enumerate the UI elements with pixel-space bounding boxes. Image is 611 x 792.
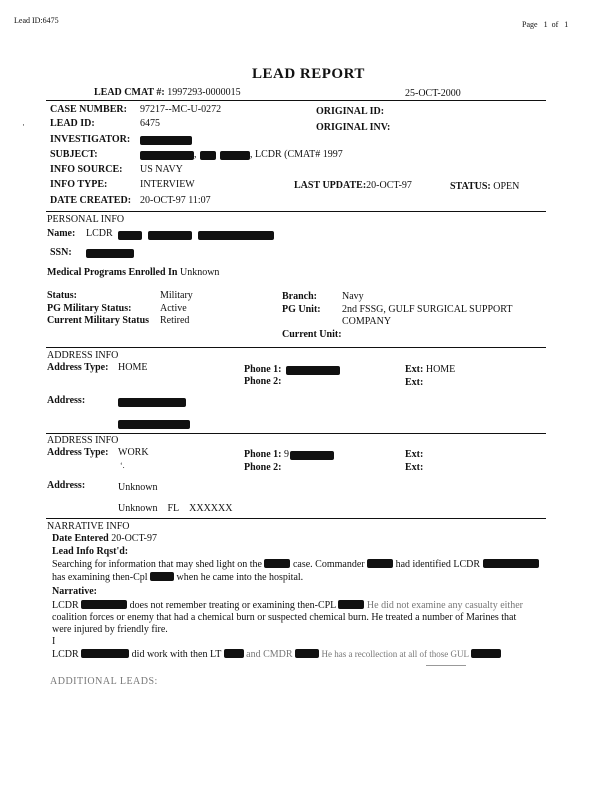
- cmat-label: LEAD CMAT #:: [94, 87, 165, 98]
- current-unit-label: Current Unit:: [282, 329, 342, 340]
- medical-programs-label: Medical Programs Enrolled In: [47, 267, 178, 278]
- n5-d: He has a recollection at all of those GUL: [321, 649, 469, 659]
- redaction-name-2: [148, 231, 192, 240]
- narrative-line-4: I: [52, 636, 56, 647]
- rule-narrative: [46, 518, 546, 519]
- work-ext2-label: Ext:: [405, 462, 424, 473]
- subject-label: SUBJECT:: [50, 149, 98, 160]
- address-work-line1: Unknown: [118, 482, 158, 493]
- address-work-zip: XXXXXX: [189, 503, 233, 514]
- redaction-n5-2: [224, 649, 244, 658]
- info-type-label: INFO TYPE:: [50, 179, 108, 190]
- address-home-type-label: Address Type:: [47, 362, 109, 373]
- address-home-type-value: HOME: [118, 362, 148, 373]
- address-home-heading: ADDRESS INFO: [47, 350, 119, 361]
- name-prefix: LCDR: [86, 228, 113, 239]
- n1-b: does not remember treating or examining then-CPL: [129, 600, 336, 611]
- pg-unit-line1: 2nd FSSG, GULF SURGICAL SUPPORT: [342, 304, 513, 315]
- redaction-n1-2: [338, 600, 364, 609]
- work-mark: ‘.: [120, 461, 125, 470]
- address-work-city-line: [118, 503, 232, 514]
- page-total: 1: [564, 20, 569, 29]
- address-work-state: FL: [167, 503, 180, 514]
- redaction-subject-first: [200, 151, 216, 160]
- address-work-type-label: Address Type:: [47, 447, 109, 458]
- rqst-1c: had identified LCDR: [395, 559, 481, 570]
- address-work-city: Unknown: [118, 503, 158, 514]
- info-type-value: INTERVIEW: [140, 179, 195, 190]
- scan-artifact: [426, 665, 466, 666]
- lead-id-header: Lead ID:6475: [14, 16, 59, 25]
- address-work-label: Address:: [47, 480, 86, 491]
- lead-id-value: 6475: [140, 118, 160, 129]
- lead-info-label: Lead Info Rqst'd:: [52, 546, 129, 557]
- address-home-label: Address:: [47, 395, 86, 406]
- pg-status-label: PG Military Status:: [47, 303, 132, 314]
- page-number: 1: [543, 20, 548, 29]
- redaction-n5-1: [81, 649, 129, 658]
- mil-status-label: Status:: [47, 290, 78, 301]
- rqst-2b: when he came into the hospital.: [176, 572, 304, 583]
- address-work-heading: ADDRESS INFO: [47, 435, 119, 446]
- report-title: LEAD REPORT: [252, 66, 365, 82]
- redaction-n5-4: [471, 649, 501, 658]
- rqst-1b: case. Commander: [292, 559, 365, 570]
- last-update-value: 20-OCT-97: [366, 180, 412, 191]
- address-work-type-value: WORK: [118, 447, 149, 458]
- home-ext-label: Ext:: [405, 364, 424, 375]
- home-ext2-label: Ext:: [405, 377, 424, 388]
- case-number-label: CASE NUMBER:: [50, 104, 127, 115]
- current-status-value: Retired: [160, 315, 190, 326]
- redaction-n1-1: [81, 600, 127, 609]
- status-value: OPEN: [493, 181, 520, 192]
- name-label: Name:: [47, 228, 76, 239]
- n5-c: and CMDR: [246, 649, 293, 660]
- redaction-rqst-1: [264, 559, 290, 568]
- redaction-investigator: [140, 136, 192, 145]
- redaction-rqst-4: [150, 572, 174, 581]
- narrative-line-5: [52, 648, 501, 660]
- redaction-rqst-3: [483, 559, 539, 568]
- cmat-value: 1997293-0000015: [167, 87, 241, 98]
- pg-status-value: Active: [160, 303, 187, 314]
- personal-info-heading: PERSONAL INFO: [47, 214, 125, 225]
- redaction-work-phone: [290, 451, 334, 460]
- pg-unit-label: PG Unit:: [282, 304, 321, 315]
- rule-personal: [46, 211, 546, 212]
- date-entered-label: Date Entered: [52, 533, 109, 544]
- rqst-line-1: [52, 558, 539, 570]
- subject-suffix: , LCDR (CMAT# 1997: [250, 149, 343, 160]
- medical-programs-value: Unknown: [179, 267, 220, 278]
- info-source-label: INFO SOURCE:: [50, 164, 123, 175]
- date-entered: [52, 533, 157, 544]
- redaction-home-phone: [286, 366, 340, 375]
- status-label: STATUS:: [450, 181, 491, 192]
- rqst-1a: Searching for information that may shed light on the: [52, 559, 262, 570]
- mil-status-value: Military: [160, 290, 193, 301]
- page-of: of: [551, 20, 559, 29]
- redaction-subject-middle: [220, 151, 250, 160]
- page-word: Page: [522, 20, 538, 29]
- narrative-line-3: were injured by friendly fire.: [52, 624, 168, 635]
- pg-unit-line2: COMPANY: [342, 316, 392, 327]
- ssn-label: SSN:: [50, 247, 72, 258]
- rule-address-home: [46, 347, 546, 348]
- redaction-name-1: [118, 231, 142, 240]
- original-id-label: ORIGINAL ID:: [316, 106, 385, 117]
- narrative-label: Narrative:: [52, 586, 97, 597]
- original-inv-label: ORIGINAL INV:: [316, 122, 391, 133]
- home-phone2-label: Phone 2:: [244, 376, 282, 387]
- additional-leads: ADDITIONAL LEADS:: [50, 676, 158, 687]
- narrative-line-1: [52, 599, 523, 611]
- redaction-ssn: [86, 249, 134, 258]
- redaction-subject-last: [140, 151, 194, 160]
- cmat-line: [94, 87, 241, 98]
- redaction-n5-3: [295, 649, 319, 658]
- redaction-name-3: [198, 231, 274, 240]
- subject-separator: ,: [194, 149, 197, 160]
- last-update-label: LAST UPDATE:: [294, 180, 367, 191]
- rule-address-work: [46, 433, 546, 434]
- home-ext: [405, 364, 455, 375]
- branch-label: Branch:: [282, 291, 317, 302]
- narrative-line-2: coalition forces or enemy that had a chemical burn or suspected chemical burn. He treated a number of Marines that: [52, 612, 517, 623]
- work-phone2-label: Phone 2:: [244, 462, 282, 473]
- investigator-label: INVESTIGATOR:: [50, 134, 131, 145]
- n1-c: He did not examine any casualty either: [366, 600, 523, 611]
- work-phone1-prefix: 9: [284, 449, 289, 460]
- work-phone1-label: Phone 1:: [244, 449, 282, 460]
- date-created-label: DATE CREATED:: [50, 195, 132, 206]
- rqst-2a: has examining then-Cpl: [52, 572, 148, 583]
- redaction-home-address-1: [118, 398, 186, 407]
- n5-b: did work with then LT: [131, 649, 222, 660]
- work-ext-label: Ext:: [405, 449, 424, 460]
- home-ext-value: HOME: [425, 364, 456, 375]
- stray-mark: ·: [22, 120, 25, 130]
- case-number-value: 97217--MC-U-0272: [140, 104, 222, 115]
- rqst-line-2: [52, 571, 303, 583]
- top-rule: [46, 100, 546, 101]
- info-source-value: US NAVY: [140, 164, 183, 175]
- narrative-heading: NARRATIVE INFO: [47, 521, 130, 532]
- date-entered-value: 20-OCT-97: [111, 533, 157, 544]
- n5-a: LCDR: [52, 649, 79, 660]
- redaction-home-address-2: [118, 420, 190, 429]
- medical-programs: [47, 267, 219, 278]
- current-status-label: Current Military Status: [47, 315, 150, 326]
- status: [450, 181, 519, 192]
- lead-id-label: LEAD ID:: [50, 118, 95, 129]
- page-indicator: [522, 20, 568, 29]
- redaction-rqst-2: [367, 559, 393, 568]
- home-phone1-label: Phone 1:: [244, 364, 282, 375]
- date-created-value: 20-OCT-97 11:07: [140, 195, 211, 206]
- n1-a: LCDR: [52, 600, 79, 611]
- report-date: 25-OCT-2000: [405, 88, 461, 99]
- last-update: [294, 180, 412, 191]
- branch-value: Navy: [342, 291, 364, 302]
